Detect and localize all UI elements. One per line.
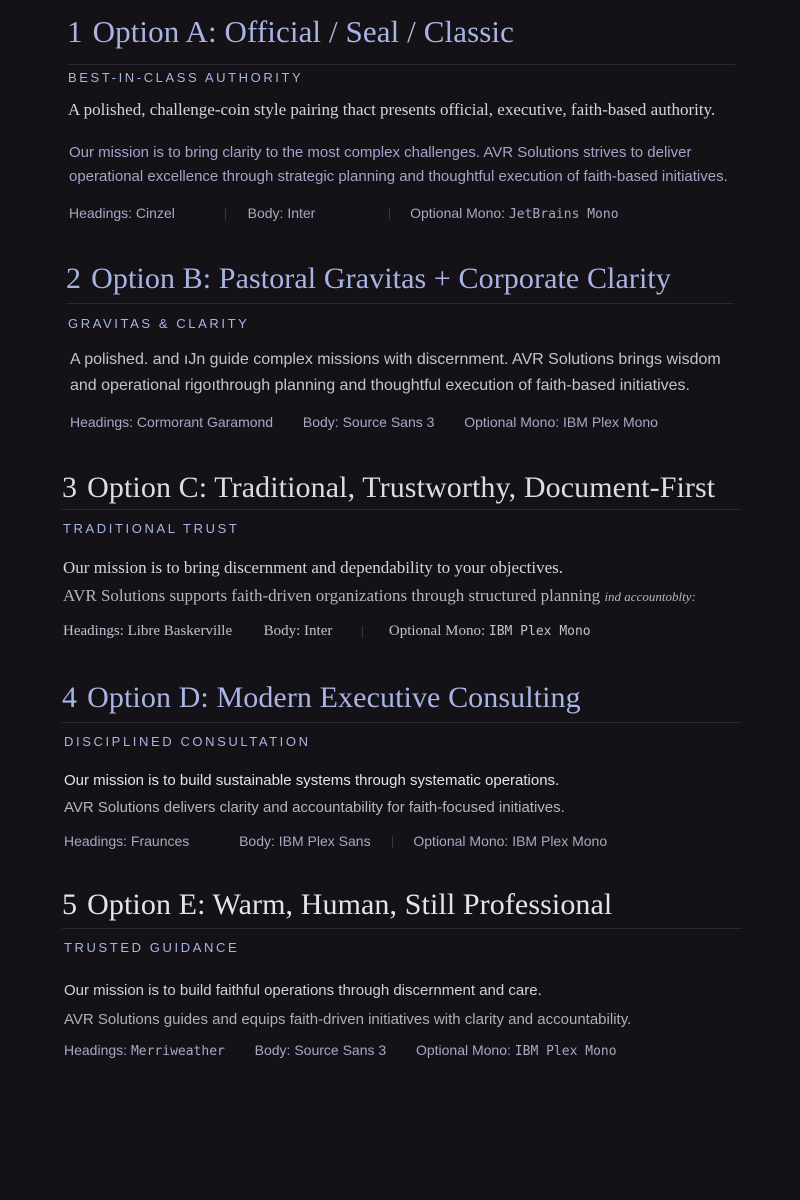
option-e-mono-font-name: IBM Plex Mono [514, 1044, 617, 1059]
option-c-mono-font: Optional Mono: IBM Plex Mono [388, 623, 591, 639]
option-b-divider [66, 303, 734, 304]
option-a-mono-font-name: JetBrains Mono [508, 207, 619, 222]
option-b-font-specs [70, 414, 658, 430]
option-d-separator [392, 836, 393, 848]
option-d-mission [64, 767, 565, 821]
option-a-mission [69, 141, 728, 189]
option-c-headings-font: Headings: Libre Baskerville [63, 623, 233, 639]
option-a-separator-2 [389, 208, 390, 220]
option-b-mission-line-1: A polished. and ıJn guide complex missions with discernment. AVR Solutions brings wisdom [70, 351, 721, 368]
option-b-body-font: Body: Source Sans 3 [302, 414, 435, 430]
option-a-kicker: BEST-IN-CLASS AUTHORITY [68, 70, 304, 85]
option-c-mission-line-2: AVR Solutions supports faith-driven organizations through structured planning [63, 586, 601, 605]
option-e-divider [62, 928, 742, 929]
option-b-mission-line-2: and operational rigoıthrough planning and thoughtful execution of faith-based initiatives. [70, 377, 690, 394]
option-a-separator-1 [225, 208, 226, 220]
option-c-mission-line-2-tail: ind accountoblty: [604, 589, 696, 604]
option-b-kicker: GRAVITAS & CLARITY [68, 316, 250, 331]
option-d-mono-font: Optional Mono: IBM Plex Mono [413, 833, 608, 849]
option-b-mono-font: Optional Mono: IBM Plex Mono [464, 414, 658, 430]
option-a-intro: A polished, challenge-coin style pairing thact presents official, executive, faith-based authority. [68, 100, 716, 119]
option-e-heading [62, 887, 612, 923]
option-c-mono-font-name: IBM Plex Mono [488, 624, 591, 639]
option-c-separator [362, 626, 363, 638]
option-e-mission [64, 976, 631, 1034]
option-e-number: 5 [62, 888, 78, 921]
option-c-mission [63, 554, 696, 611]
option-d-heading [62, 680, 581, 716]
option-b-mission [70, 347, 721, 399]
option-e-kicker: TRUSTED GUIDANCE [64, 940, 240, 955]
option-a-heading [67, 14, 514, 50]
option-c-font-specs [63, 623, 591, 640]
option-a-divider [67, 64, 735, 65]
option-a-number: 1 [67, 14, 83, 49]
option-e-font-specs [64, 1042, 617, 1059]
option-b-headings-font: Headings: Cormorant Garamond [70, 414, 274, 430]
option-c-title: Option C: Traditional, Trustworthy, Document-First [87, 471, 716, 504]
option-c-body-font: Body: Inter [263, 623, 333, 639]
option-e-body-font: Body: Source Sans 3 [254, 1042, 387, 1058]
option-d-mission-line-2: AVR Solutions delivers clarity and accountability for faith-focused initiatives. [64, 799, 565, 816]
option-e-headings-font-name: Merriweather [130, 1044, 225, 1059]
option-e-mono-font: Optional Mono: IBM Plex Mono [415, 1042, 617, 1059]
option-b-number: 2 [66, 262, 82, 295]
option-e-mission-line-1: Our mission is to build faithful operations through discernment and care. [64, 982, 542, 999]
option-a-mono-font: Optional Mono: JetBrains Mono [410, 205, 619, 222]
option-a-font-specs [69, 205, 619, 222]
option-c-heading [62, 470, 715, 506]
option-e-mission-line-2: AVR Solutions guides and equips faith-driven initiatives with clarity and accountability. [64, 1011, 632, 1028]
option-d-divider [62, 722, 742, 723]
option-d-body-font: Body: IBM Plex Sans [239, 833, 371, 849]
option-a-body-font: Body: Inter [247, 205, 316, 221]
option-b-heading [66, 261, 671, 297]
option-d-font-specs [64, 833, 607, 849]
option-b-title: Option B: Pastoral Gravitas + Corporate Clarity [91, 262, 671, 295]
option-d-title: Option D: Modern Executive Consulting [87, 681, 581, 714]
option-e-title: Option E: Warm, Human, Still Professional [87, 888, 613, 921]
option-e-headings-font: Headings: Merriweather [64, 1042, 225, 1059]
option-d-number: 4 [62, 681, 78, 714]
option-a-mission-line-1: Our mission is to bring clarity to the most complex challenges. AVR Solutions strives to deliver [69, 144, 692, 161]
option-a-title: Option A: Official / Seal / Classic [92, 14, 514, 49]
option-d-mission-line-1: Our mission is to build sustainable systems through systematic operations. [64, 772, 560, 789]
option-c-mission-line-1: Our mission is to bring discernment and dependability to your objectives. [63, 558, 563, 577]
option-a-mission-line-2: operational excellence through strategic planning and thoughtful execution of faith-based initiatives. [69, 168, 728, 185]
option-c-number: 3 [62, 471, 78, 504]
option-a-headings-font: Headings: Cinzel [69, 205, 175, 221]
option-d-headings-font: Headings: Fraunces [64, 833, 190, 849]
option-d-kicker: DISCIPLINED CONSULTATION [64, 734, 311, 749]
option-c-divider [62, 509, 742, 510]
option-c-kicker: TRADITIONAL TRUST [63, 521, 240, 536]
